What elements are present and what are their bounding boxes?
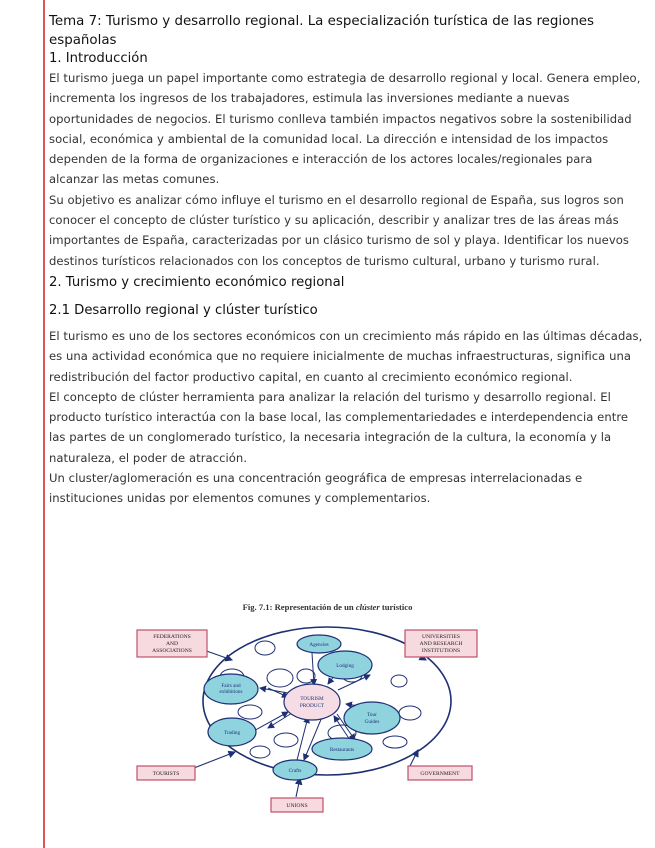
label-restaurants: Restaurants xyxy=(329,747,355,753)
label-trading: Trading xyxy=(223,730,241,736)
label-fairs-1: Fairs and xyxy=(221,683,241,689)
paragraph-intro-2: Su objetivo es analizar cómo influye el turismo en el desarrollo regional de España, sus logros son conocer el concepto de clúster turístico y su aplicación, describir y analizar tres de las áreas más importantes de España, caracterizadas por un clásico turismo de sol y playa. Identificar los nuevos destinos turísticos relacionados con los conceptos de turismo cultural, urbano y turismo rural. xyxy=(49,192,629,268)
label-universities-2: AND RESEARCH xyxy=(419,641,463,647)
label-lodging: Lodging xyxy=(336,663,354,669)
node-tourism-product xyxy=(284,684,340,720)
label-tour: Tour xyxy=(367,712,377,718)
label-guides: Guides xyxy=(364,719,380,725)
paragraph-turismo-sectores: El turismo es uno de los sectores económicos con un crecimiento más rápido en las últimas décadas, es una actividad económica que no requiere inicialmente de muchas infraestructuras, significa una redistribución del factor productivo capital, en cuanto al crecimiento económico regional. xyxy=(49,328,643,384)
paragraph-intro-1: El turismo juega un papel importante como estrategia de desarrollo regional y local. Genera empleo, incrementa los ingresos de los trabajadores, estimula las inversiones mediante a nuevas oportunidades de negocios. El turismo conlleva también impactos negativos sobre la sostenibilidad social, económica y ambiental de la comunidad local. La dirección e intensidad de los impactos dependen de la forma de organizaciones e interacción de los actores locales/regionales para alcanzar las metas comunes. xyxy=(49,71,641,187)
label-tourism: TOURISM xyxy=(300,696,324,702)
label-unions: UNIONS xyxy=(286,803,308,809)
paragraph-aglomeracion: Un cluster/aglomeración es una concentración geográfica de empresas interrelacionadas e instituciones unidas por elementos comunes y complementarios. xyxy=(49,471,583,506)
label-federations-3: ASSOCIATIONS xyxy=(152,648,192,654)
label-federations-2: AND xyxy=(165,641,179,647)
caption-prefix: Fig. 7.1: Representación de un xyxy=(242,602,356,612)
label-fairs-2: exhibitions xyxy=(219,689,243,695)
heading-introduccion: 1. Introducción xyxy=(49,51,148,66)
node-tour-guides xyxy=(344,702,400,734)
label-crafts: Crafts xyxy=(288,768,302,774)
label-tourists: TOURISTS xyxy=(152,771,180,777)
page-title: Tema 7: Turismo y desarrollo regional. La especialización turística de las regiones españolas xyxy=(49,14,595,48)
label-government: GOVERNMENT xyxy=(420,771,460,777)
paragraph-concepto-cluster: El concepto de clúster herramienta para analizar la relación del turismo y desarrollo regional. El producto turístico interactúa con la base local, las complementariedades e interdependencia entre las partes de un conglomerado turístico, la necesaria integración de la cultura, la economía y la naturaleza, el poder de atracción. xyxy=(49,389,629,465)
label-federations-1: FEDERATIONS xyxy=(153,634,191,640)
label-agencies: Agencies xyxy=(309,642,329,648)
label-universities-3: INSTITUTIONS xyxy=(421,648,461,654)
label-product: PRODUCT xyxy=(299,703,325,709)
caption-suffix: turístico xyxy=(379,602,413,612)
label-universities-1: UNIVERSITIES xyxy=(422,634,460,640)
heading-turismo-crecimiento: 2. Turismo y crecimiento económico regional xyxy=(49,274,345,290)
heading-desarrollo-cluster: 2.1 Desarrollo regional y clúster turístico xyxy=(49,302,318,318)
caption-italic: clúster xyxy=(355,602,380,612)
